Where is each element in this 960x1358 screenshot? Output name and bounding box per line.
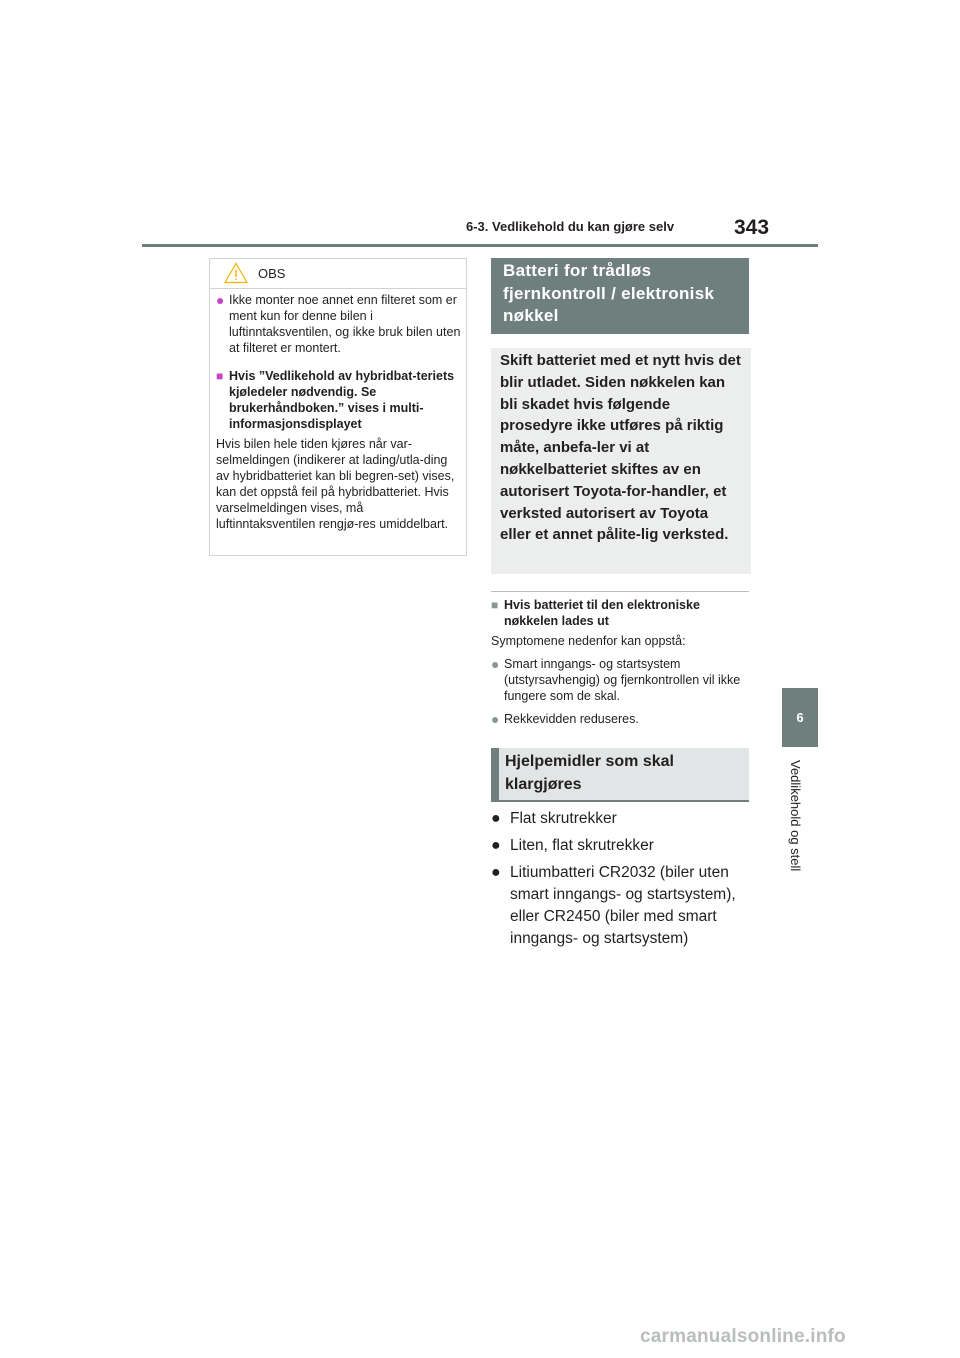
bullet-dot-icon: ● [491,711,500,727]
caution-paragraph: Hvis bilen hele tiden kjøres når var-selmeldingen (indikerer at lading/utla-ding av hybridbatteriet kan bli begren-set) vises, kan det oppstå feil på hybridbatteriet. Hvis varselmeldingen vises, må luftinntaksventilen rengjø-res umiddelbart. [216,437,455,531]
list-item-text: Liten, flat skrutrekker [510,837,654,854]
symptom-item [491,711,749,727]
sub-heading-text: Hvis batteriet til den elektroniske nøkkelen lades ut [504,598,700,628]
chapter-tab [782,688,818,747]
chapter-title: Vedlikehold og stell [788,760,803,872]
watermark: carmanualsonline.info [640,1326,846,1347]
discharged-battery-section [491,597,749,727]
intro-box: Skift batteriet med et nytt hvis det blir utladet. Siden nøkkelen kan bli skadet hvis følgende prosedyre ikke utføres på riktig måte, anbefa-ler vi at nøkkelbatteriet skiftes av en autorisert Toyota-for-handler, et verksted autorisert av Toyota eller et annet pålite-lig verksted. [491,348,751,574]
list-item [491,808,753,830]
caution-bullet [216,292,462,356]
symptoms-intro: Symptomene nedenfor kan oppstå: [491,634,686,648]
list-item [491,862,753,950]
caution-box-header [210,259,466,289]
bullet-dot-icon: ● [216,292,225,308]
bullet-square-icon: ■ [491,598,499,612]
caution-subheading-text: Hvis ”Vedlikehold av hybridbat-teriets kjøledeler nødvendig. Se brukerhåndboken.” vises i multi-informasjonsdisplayet [229,369,455,431]
header-rule [142,244,818,247]
section-banner-title: Batteri for trådløs fjernkontroll / elektronisk nøkkel [491,258,749,334]
bullet-dot-icon: ● [491,656,500,672]
caution-body [216,292,462,532]
page-number: 343 [734,216,770,239]
caution-subheading [216,368,462,432]
bullet-square-icon: ■ [216,369,224,383]
bullet-dot-icon: ● [491,864,501,881]
caution-bullet-text: Ikke monter noe annet enn filteret som er ment kun for denne bilen i luftinntaksventilen, og ikke bruk bilen uten at filteret er montert. [229,293,461,355]
symptom-item [491,656,749,704]
caution-box [209,258,467,556]
list-item [491,835,753,857]
tools-heading: Hjelpemidler som skal klargjøres [491,748,749,802]
bullet-dot-icon: ● [491,810,501,827]
sub-heading [491,597,749,629]
list-item-text: Flat skrutrekker [510,810,617,827]
symptom-text: Rekkevidden reduseres. [504,712,639,726]
bullet-dot-icon: ● [491,837,501,854]
tools-list [491,808,753,955]
divider [491,591,749,592]
running-header-section: 6-3. Vedlikehold du kan gjøre selv [466,219,675,234]
chapter-number: 6 [796,710,804,725]
list-item-text: Litiumbatteri CR2032 (biler uten smart inngangs- og startsystem), eller CR2450 (biler med smart inngangs- og startsystem) [510,864,736,947]
caution-title: OBS [258,266,286,281]
symptom-text: Smart inngangs- og startsystem (utstyrsavhengig) og fjernkontrollen vil ikke fungere som de skal. [504,657,741,703]
warning-triangle-icon [224,262,248,284]
